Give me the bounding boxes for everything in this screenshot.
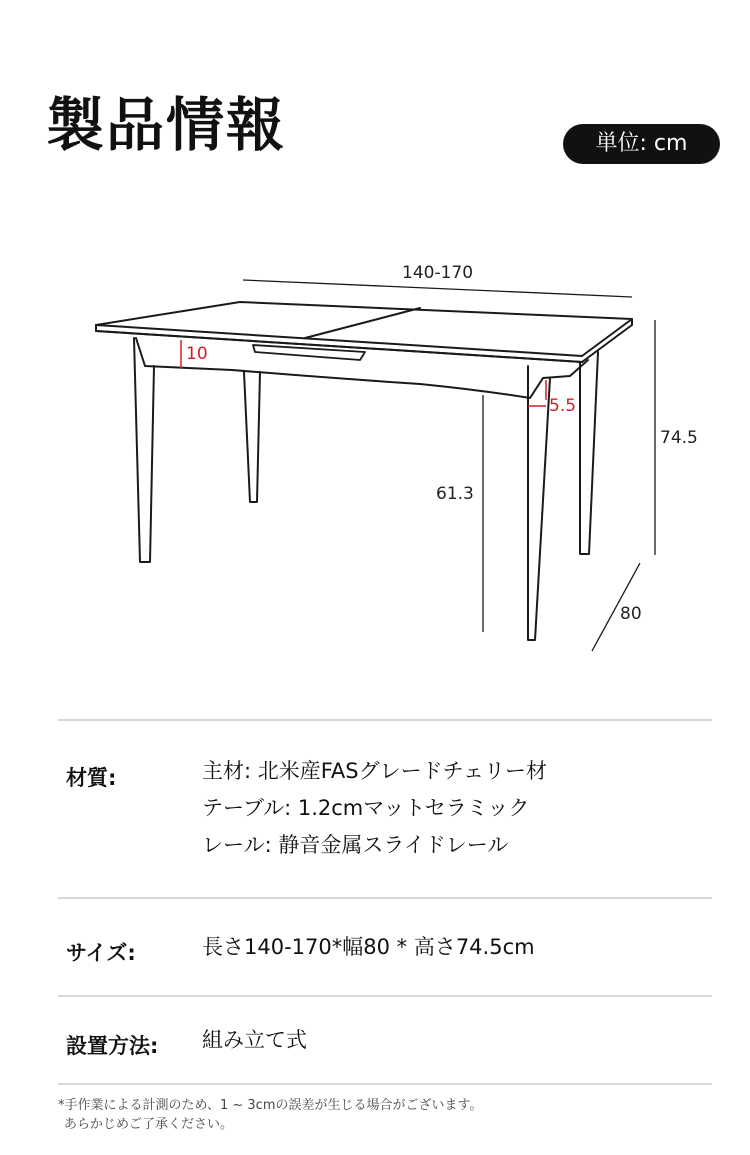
spec-values-material — [202, 753, 547, 864]
note-line-1: *手作業による計測のため、1 ~ 3cmの誤差が生じる場合がございます。 — [58, 1098, 483, 1113]
apron-gap-label: 5.5 — [549, 396, 577, 416]
leg-height-label: 61.3 — [436, 484, 474, 504]
spec-line: レール: 静音金属スライドレール — [202, 833, 509, 857]
leg-front-right — [528, 366, 550, 640]
spec-label-installation: 設置方法: — [66, 1034, 159, 1058]
spec-line: 長さ140-170*幅80 * 高さ74.5cm — [202, 935, 535, 959]
leg-back-right — [580, 352, 598, 554]
leg-back-left — [244, 372, 260, 502]
unit-badge: 単位: cm — [563, 124, 720, 164]
total-height-label: 74.5 — [660, 428, 698, 448]
spec-line: 主材: 北米産FASグレードチェリー材 — [202, 759, 547, 783]
note-line-2: あらかじめご了承ください。 — [64, 1117, 234, 1132]
leg-front-left — [134, 338, 154, 562]
separator — [58, 1083, 712, 1085]
depth-label: 80 — [620, 604, 642, 624]
spec-values-installation — [202, 1022, 307, 1059]
separator — [58, 995, 712, 997]
spec-line: 組み立て式 — [202, 1028, 307, 1052]
measurement-note — [58, 1096, 482, 1134]
page-title: 製品情報 — [46, 91, 287, 159]
separator — [58, 897, 712, 899]
spec-values-size — [202, 929, 535, 966]
separator — [58, 719, 712, 721]
width-label: 140-170 — [402, 263, 474, 283]
spec-label-material: 材質: — [66, 766, 117, 790]
spec-label-size: サイズ: — [66, 941, 136, 965]
apron-label: 10 — [186, 344, 208, 364]
spec-line: テーブル: 1.2cmマットセラミック — [202, 796, 530, 820]
